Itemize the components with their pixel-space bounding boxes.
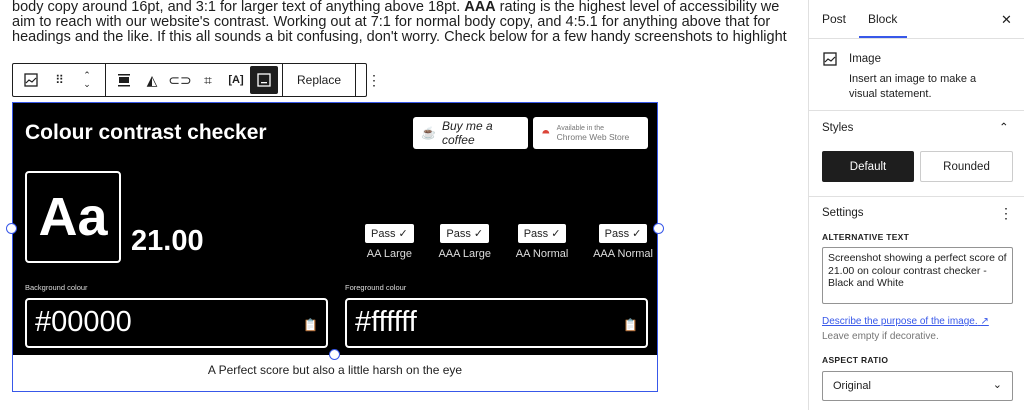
duotone-icon[interactable]: ◭ (146, 71, 158, 88)
contrast-checker-image (13, 103, 657, 355)
tab-block[interactable]: Block (868, 12, 898, 26)
chevron-down-icon: ⌄ (992, 379, 1002, 391)
coffee-cup-icon: ☕ (421, 126, 436, 140)
clipboard-icon: 📋 (623, 318, 638, 332)
background-field: #00000 📋 (25, 298, 328, 348)
paragraph-block[interactable]: body copy around 16pt, and 3:1 for larger text of anything above 18pt. AAA rating is the highest level of accessibility we aim to reach with our website's contrast. Working out at 7:1 for normal body copy, and 4:5.1 for anything above that for headings and the like. If this all sounds a bit confusing, don't worry. Check below for a few handy screenshots to highlight (12, 0, 787, 46)
resize-handle-right[interactable] (653, 223, 664, 234)
buy-me-coffee-badge: ☕ Buy me a coffee (413, 117, 528, 149)
block-description: Insert an image to make a visual statement. (849, 73, 977, 100)
caption-icon[interactable] (250, 66, 278, 94)
divider (809, 196, 1024, 197)
block-toolbar (12, 63, 382, 97)
divider (809, 38, 1024, 39)
resize-handle-bottom[interactable] (329, 349, 340, 360)
link-icon[interactable]: ⊂⊃ (168, 71, 192, 88)
foreground-field: #ffffff 📋 (345, 298, 648, 348)
result-aaa-normal: Pass ✓ AAA Normal (593, 224, 653, 260)
alt-text-help: Leave empty if decorative. (822, 331, 939, 342)
settings-options-icon[interactable]: ⋮ (999, 205, 1013, 221)
close-icon[interactable]: ✕ (1001, 12, 1012, 27)
result-aa-normal: Pass ✓ AA Normal (516, 224, 569, 260)
result-aaa-large: Pass ✓ AAA Large (438, 224, 491, 260)
divider (809, 110, 1024, 111)
external-link-icon: ↗ (980, 316, 989, 327)
alt-text-input[interactable]: Screenshot showing a perfect score of 21.00 on colour contrast checker - Black and White (822, 247, 1013, 304)
crop-icon[interactable]: ⌗ (204, 71, 212, 88)
style-rounded-button[interactable]: Rounded (920, 151, 1013, 182)
image-block-icon (823, 52, 837, 69)
background-label: Background colour (25, 283, 88, 292)
more-options-icon[interactable]: ⋮ (367, 71, 382, 88)
image-caption[interactable]: A Perfect score but also a little harsh on the eye (207, 363, 463, 377)
aspect-ratio-select[interactable]: Original ⌄ (822, 371, 1013, 401)
alt-text-label: ALTERNATIVE TEXT (822, 232, 910, 242)
collapse-icon[interactable]: ⌃ (999, 122, 1009, 134)
settings-sidebar (808, 0, 1024, 410)
alt-text-help-link[interactable]: Describe the purpose of the image. ↗ (822, 316, 989, 327)
clipboard-icon: 📋 (303, 318, 318, 332)
style-default-button[interactable]: Default (822, 151, 914, 182)
settings-title: Settings (822, 207, 864, 219)
result-aa-large: Pass ✓ AA Large (365, 224, 414, 260)
image-block-icon[interactable] (17, 66, 45, 94)
chrome-store-badge: ◓ Available in the Chrome Web Store (533, 117, 648, 149)
styles-title: Styles (822, 122, 854, 134)
replace-button[interactable]: Replace (297, 73, 342, 87)
aspect-ratio-label: ASPECT RATIO (822, 355, 889, 365)
text-overlay-icon[interactable]: [A] (228, 74, 244, 86)
results-row (365, 224, 653, 260)
chrome-logo-icon: ◓ (541, 124, 551, 142)
foreground-label: Foreground colour (345, 283, 407, 292)
sample-text: Aa (25, 171, 121, 263)
align-icon[interactable] (110, 66, 138, 94)
drag-handle-icon[interactable]: ⠿ (55, 73, 63, 87)
tab-post[interactable]: Post (822, 12, 847, 26)
resize-handle-left[interactable] (6, 223, 17, 234)
image-title: Colour contrast checker (25, 121, 267, 144)
move-up-down-icon[interactable]: ⌃ ⌄ (83, 70, 91, 89)
block-name: Image (849, 53, 881, 65)
contrast-score: 21.00 (131, 225, 204, 257)
